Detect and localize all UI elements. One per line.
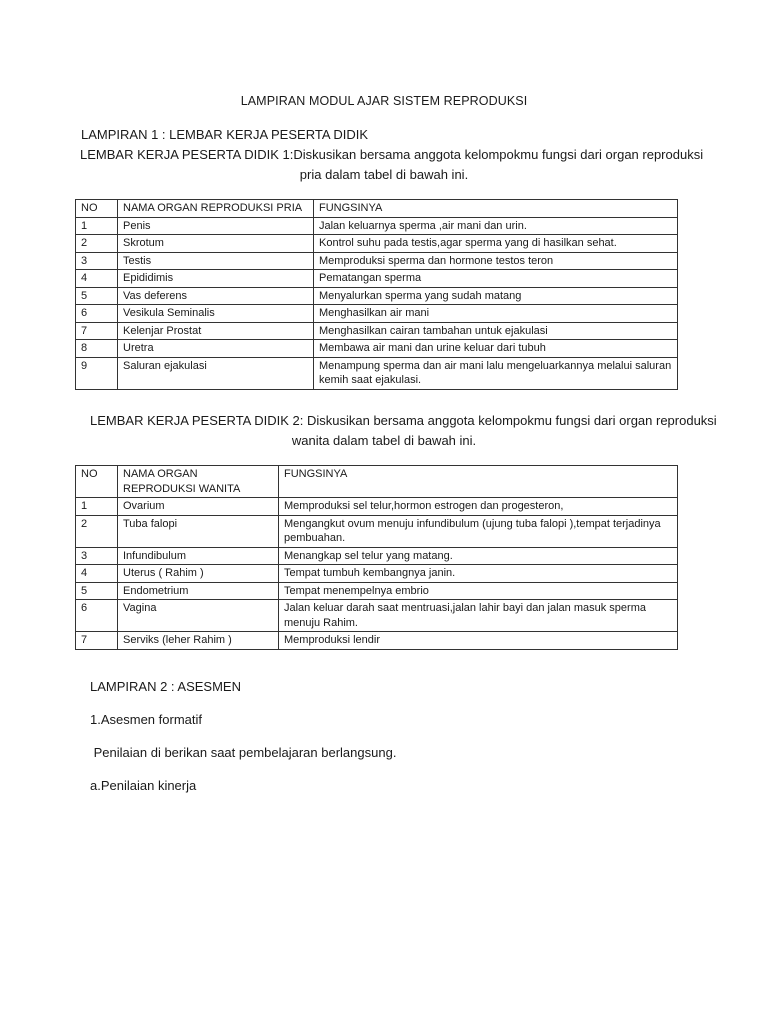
table-header-row	[76, 466, 678, 498]
penilaian-kinerja: a.Penilaian kinerja	[90, 778, 197, 793]
row-organ: Uterus ( Rahim )	[118, 565, 279, 583]
row-function: Memproduksi sperma dan hormone testos teron	[314, 252, 678, 270]
row-no: 9	[76, 357, 118, 389]
table-row	[76, 287, 678, 305]
row-no: 2	[76, 235, 118, 253]
row-organ: Endometrium	[118, 582, 279, 600]
row-organ: Testis	[118, 252, 314, 270]
row-function: Kontrol suhu pada testis,agar sperma yang di hasilkan sehat.	[314, 235, 678, 253]
lk2-instruction-line1: LEMBAR KERJA PESERTA DIDIK 2: Diskusikan bersama anggota kelompokmu fungsi dari organ reproduksi	[90, 413, 717, 428]
table-row	[76, 632, 678, 650]
penilaian-text: Penilaian di berikan saat pembelajaran berlangsung.	[90, 745, 397, 760]
table-row	[76, 270, 678, 288]
row-no: 1	[76, 498, 118, 516]
row-organ: Skrotum	[118, 235, 314, 253]
row-organ: Uretra	[118, 340, 314, 358]
row-organ: Infundibulum	[118, 547, 279, 565]
row-organ: Ovarium	[118, 498, 279, 516]
female-organs-table	[75, 465, 678, 650]
lk1-instruction-line1: LEMBAR KERJA PESERTA DIDIK 1:Diskusikan bersama anggota kelompokmu fungsi dari organ reproduksi	[80, 147, 704, 162]
row-organ: Saluran ejakulasi	[118, 357, 314, 389]
row-function: Menampung sperma dan air mani lalu mengeluarkannya melalui saluran kemih saat ejakulasi.	[314, 357, 678, 389]
row-function: Mengangkut ovum menuju infundibulum (ujung tuba falopi ),tempat terjadinya pembuahan.	[279, 515, 678, 547]
table-row	[76, 547, 678, 565]
row-function: Membawa air mani dan urine keluar dari tubuh	[314, 340, 678, 358]
table-row	[76, 305, 678, 323]
row-function: Tempat menempelnya embrio	[279, 582, 678, 600]
table-row	[76, 498, 678, 516]
row-no: 1	[76, 217, 118, 235]
table-row	[76, 217, 678, 235]
row-function: Jalan keluarnya sperma ,air mani dan urin.	[314, 217, 678, 235]
table-row	[76, 582, 678, 600]
row-organ: Vesikula Seminalis	[118, 305, 314, 323]
row-no: 2	[76, 515, 118, 547]
row-function: Menghasilkan air mani	[314, 305, 678, 323]
row-function: Memproduksi lendir	[279, 632, 678, 650]
table-row	[76, 252, 678, 270]
header-no: NO	[76, 200, 118, 218]
row-organ: Penis	[118, 217, 314, 235]
row-organ: Vagina	[118, 600, 279, 632]
lampiran-2-heading: LAMPIRAN 2 : ASESMEN	[90, 679, 241, 694]
row-function: Menyalurkan sperma yang sudah matang	[314, 287, 678, 305]
lk1-instruction-line2: pria dalam tabel di bawah ini.	[299, 167, 469, 182]
row-organ: Vas deferens	[118, 287, 314, 305]
row-no: 7	[76, 632, 118, 650]
row-function: Tempat tumbuh kembangnya janin.	[279, 565, 678, 583]
row-no: 5	[76, 287, 118, 305]
row-no: 6	[76, 600, 118, 632]
document-title: LAMPIRAN MODUL AJAR SISTEM REPRODUKSI	[240, 94, 528, 108]
asesmen-formatif: 1.Asesmen formatif	[90, 712, 202, 727]
header-organ: NAMA ORGAN REPRODUKSI WANITA	[118, 466, 279, 498]
row-no: 3	[76, 547, 118, 565]
row-no: 5	[76, 582, 118, 600]
row-organ: Tuba falopi	[118, 515, 279, 547]
row-no: 3	[76, 252, 118, 270]
table-row	[76, 340, 678, 358]
row-no: 7	[76, 322, 118, 340]
header-no: NO	[76, 466, 118, 498]
header-function: FUNGSINYA	[279, 466, 678, 498]
male-organs-table	[75, 199, 678, 390]
table-row	[76, 322, 678, 340]
table-row	[76, 357, 678, 389]
row-no: 6	[76, 305, 118, 323]
row-function: Pematangan sperma	[314, 270, 678, 288]
table-row	[76, 515, 678, 547]
header-organ: NAMA ORGAN REPRODUKSI PRIA	[118, 200, 314, 218]
lampiran-1-heading: LAMPIRAN 1 : LEMBAR KERJA PESERTA DIDIK	[81, 127, 369, 142]
row-organ: Epididimis	[118, 270, 314, 288]
table-row	[76, 565, 678, 583]
row-organ: Serviks (leher Rahim )	[118, 632, 279, 650]
table-header-row	[76, 200, 678, 218]
row-function: Jalan keluar darah saat mentruasi,jalan lahir bayi dan jalan masuk sperma menuju Rahim.	[279, 600, 678, 632]
row-no: 4	[76, 565, 118, 583]
table-row	[76, 600, 678, 632]
table-row	[76, 235, 678, 253]
row-no: 8	[76, 340, 118, 358]
header-function: FUNGSINYA	[314, 200, 678, 218]
row-function: Menangkap sel telur yang matang.	[279, 547, 678, 565]
row-no: 4	[76, 270, 118, 288]
row-organ: Kelenjar Prostat	[118, 322, 314, 340]
row-function: Menghasilkan cairan tambahan untuk ejakulasi	[314, 322, 678, 340]
row-function: Memproduksi sel telur,hormon estrogen dan progesteron,	[279, 498, 678, 516]
lk2-instruction-line2: wanita dalam tabel di bawah ini.	[291, 433, 477, 448]
